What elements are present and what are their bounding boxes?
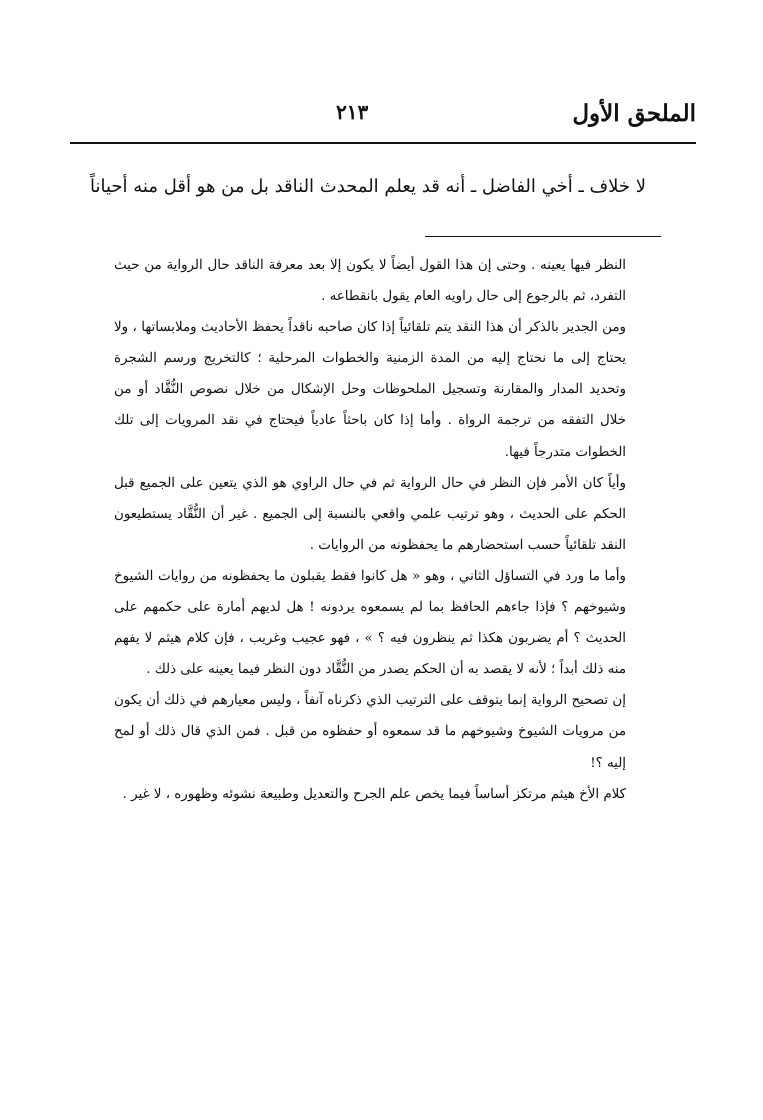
- header-rule: [70, 142, 696, 144]
- paragraph: إن تصحيح الرواية إنما يتوقف على الترتيب الذي ذكرناه آنفاً ، وليس معيارهم في ذلك أن يكون من مرويات الشيوخ وشيوخهم ما قد سمعوه أو حفظوه من قبل . فمن الذي قال ذلك أو لمح إليه ؟!: [114, 693, 626, 771]
- running-title: الملحق الأول: [572, 100, 696, 127]
- footnote-separator: [425, 236, 661, 237]
- paragraph: ومن الجدير بالذكر أن هذا النقد يتم تلقائياً إذا كان صاحبه ناقداً يحفظ الأحاديث وملابساتها ، ولا يحتاج إلى ما نحتاج إليه من المدة الزمنية والخطوات المرحلية ؛ كالتخريج ورسم الشجرة وتحديد المدار والمقارنة وتسجيل الملحوظات وحل الإشكال من خلال نصوص النُّقَّاد أو من خلال التفقه من ترجمة الرواة . وأما إذا كان باحثاً عادياً فيحتاج في نقد المرويات إلى تلك الخطوات متدرجاً فيها.: [114, 320, 626, 460]
- paragraph: كلام الأخ هيثم مرتكز أساساً فيما يخص علم الجرح والتعديل وطبيعة نشوئه وظهوره ، لا غير .: [122, 786, 626, 802]
- paragraph: النظر فيها يعينه . وحتى إن هذا القول أيضاً لا يكون إلا بعد معرفة الناقد حال الرواية من حيث التفرد، ثم بالرجوع إلى حال راويه العام يقول بانقطاعه .: [114, 258, 626, 305]
- continuation-line: لا خلاف ـ أخي الفاضل ـ أنه قد يعلم المحدث الناقد بل من هو أقل منه أحياناً: [90, 176, 646, 197]
- body-text: [114, 250, 626, 810]
- paragraph: وأما ما ورد في التساؤل الثاني ، وهو « هل كانوا فقط يقبلون ما يحفظونه من روايات الشيوخ وشيوخهم ؟ فإذا جاءهم الحافظ بما لم يسمعوه يردونه ! هل لديهم أمارة على حكمهم على الحديث ؟ أم يضربون هكذا ثم ينظرون فيه ؟ » ، فهو عجيب وغريب ، فإن كلام هيثم لا يفهم منه ذلك أبداً ؛ لأنه لا يقصد به أن الحكم يصدر من النُّقَّاد دون النظر فيما يعينه على ذلك .: [114, 568, 626, 678]
- page-header: [70, 96, 696, 138]
- page-number: ٢١٣: [336, 100, 369, 124]
- paragraph: وأياً كان الأمر فإن النظر في حال الرواية ثم في حال الراوي هو الذي يتعين على الجميع قبل الحكم على الحديث ، وهو ترتيب علمي واقعي بالنسبة إلى الجميع . غير أن النُّقَّاد يستطيعون النقد تلقائياً حسب استحضارهم ما يحفظونه من الروايات .: [114, 475, 626, 553]
